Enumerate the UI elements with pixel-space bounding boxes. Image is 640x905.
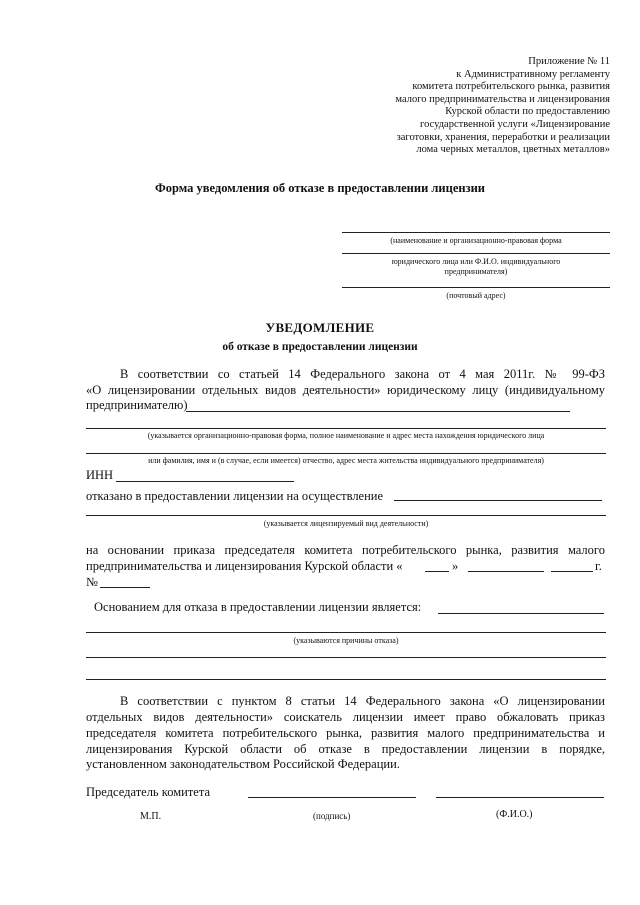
basis-line2-start: предпринимательства и лицензирования Курской области « — [86, 559, 403, 573]
addressee-name-line-2[interactable] — [342, 253, 610, 254]
reason-caption: (указываются причины отказа) — [293, 636, 399, 645]
addressee-caption: (наименование и организационно-правовая форма — [390, 236, 562, 245]
reason-line-4[interactable] — [86, 679, 606, 680]
para1-line1: В соответствии со статьей 14 Федерального закона от 4 мая 2011г. № 99-ФЗ — [120, 367, 605, 381]
refused-label: отказано в предоставлении лицензии на осуществление — [86, 489, 384, 503]
entrepreneur-line[interactable] — [186, 411, 570, 412]
annex-line: комитета потребительского рынка, развития — [412, 81, 610, 93]
notice-subtitle: об отказе в предоставлении лицензии — [222, 341, 418, 353]
form-title: Форма уведомления об отказе в предоставлении лицензии — [155, 181, 485, 195]
annex-line: государственной услуги «Лицензирование — [420, 118, 610, 130]
appeal-line3: председателя комитета потребительского рынка, развития малого предпринимательства и — [86, 726, 605, 740]
activity-caption: (указывается лицензируемый вид деятельности) — [263, 519, 429, 528]
appeal-line1: В соответствии с пунктом 8 статьи 14 Федерального закона «О лицензировании — [120, 694, 605, 708]
addressee-name-line[interactable] — [342, 232, 610, 233]
appeal-line5: установленном законодательством Российской Федерации. — [86, 757, 400, 771]
entity-caption: или фамилия, имя и (в случае, если имеется) отчество, адрес места жительства индивидуального предпринимателя) — [148, 456, 544, 465]
annex-line: малого предпринимательства и лицензирования — [395, 93, 610, 105]
name-line[interactable] — [436, 797, 604, 798]
entity-caption: (указывается организационно-правовая форма, полное наименование и адрес места нахождения юридического лица — [147, 431, 545, 440]
para1-line2: «О лицензировании отдельных видов деятельности» юридическому лицу (индивидуальному — [86, 383, 605, 397]
inn-field[interactable] — [116, 481, 294, 482]
activity-line-2[interactable] — [86, 515, 606, 516]
annex-line: к Административному регламенту — [456, 68, 610, 80]
activity-line[interactable] — [394, 500, 602, 501]
annex-line: Курской области по предоставлению — [445, 106, 610, 118]
order-month-field[interactable] — [468, 571, 544, 572]
number-sign: № — [86, 575, 98, 589]
basis-line2-mid: » — [452, 559, 459, 573]
inn-label: ИНН — [86, 468, 114, 482]
reason-line-2[interactable] — [86, 632, 606, 633]
annex-number: Приложение № 11 — [528, 56, 610, 67]
basis-line2-end: г. — [595, 559, 602, 573]
addressee-caption: предпринимателя) — [444, 267, 508, 276]
order-day-field[interactable] — [425, 571, 449, 572]
notice-title: УВЕДОМЛЕНИЕ — [265, 320, 375, 335]
order-number-field[interactable] — [100, 587, 150, 588]
entity-details-line-2[interactable] — [86, 453, 606, 454]
addressee-caption: юридического лица или Ф.И.О. индивидуального — [391, 257, 561, 266]
reason-label: Основанием для отказа в предоставлении лицензии является: — [94, 600, 422, 614]
para1-line3: предпринимателю) — [86, 398, 188, 412]
signature-line[interactable] — [248, 797, 416, 798]
annex-line: лома черных металлов, цветных металлов» — [416, 144, 610, 156]
annex-block — [360, 56, 610, 157]
postal-address-line[interactable] — [342, 287, 610, 288]
reason-line[interactable] — [438, 613, 604, 614]
entity-details-line[interactable] — [86, 428, 606, 429]
appeal-line4: лицензирования Курской области об отказе в предоставлении лицензии в порядке, — [86, 742, 605, 756]
postal-address-caption: (почтовый адрес) — [446, 291, 506, 300]
basis-line1: на основании приказа председателя комитета потребительского рынка, развития малого — [86, 543, 605, 557]
reason-line-3[interactable] — [86, 657, 606, 658]
chairman-label: Председатель комитета — [86, 785, 210, 799]
appeal-line2: отдельных видов деятельности» соискатель лицензии имеет право обжаловать приказ — [86, 710, 605, 724]
name-caption: (Ф.И.О.) — [496, 809, 533, 820]
signature-caption: (подпись) — [313, 811, 351, 821]
order-year-field[interactable] — [551, 571, 593, 572]
annex-line: заготовки, хранения, переработки и реализации — [396, 131, 610, 143]
stamp-label: М.П. — [140, 811, 162, 822]
